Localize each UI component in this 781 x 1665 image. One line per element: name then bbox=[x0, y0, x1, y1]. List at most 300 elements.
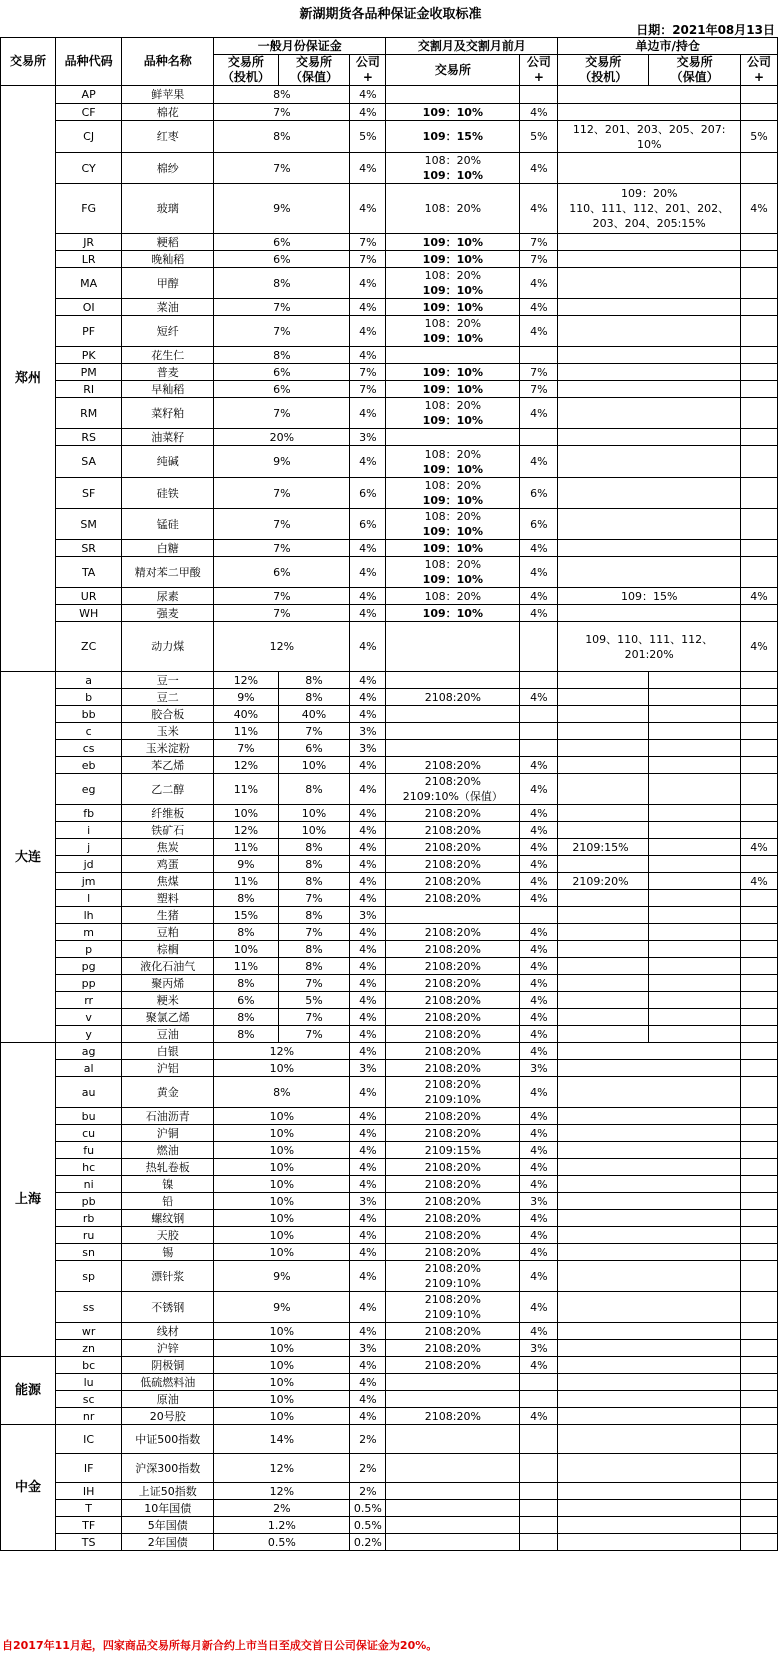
delivery-exchange-cell bbox=[386, 1357, 520, 1374]
exchange-margin-cell: 6% bbox=[214, 251, 350, 268]
table-row bbox=[1, 184, 778, 234]
code-cell: wr bbox=[55, 1323, 122, 1340]
exchange-margin-cell: 8% bbox=[214, 268, 350, 299]
unilateral-hedge-cell bbox=[649, 723, 741, 740]
delivery-margin-line: 2108:20% bbox=[424, 959, 481, 973]
unilateral-company-cell bbox=[740, 1108, 777, 1125]
name-cell: 棉纱 bbox=[122, 153, 214, 184]
exchange-margin-cell: 12% bbox=[214, 622, 350, 672]
table-row bbox=[1, 104, 778, 121]
code-cell: au bbox=[55, 1077, 122, 1108]
unilateral-company-cell bbox=[740, 740, 777, 757]
unilateral-hedge-cell bbox=[649, 958, 741, 975]
code-cell: IC bbox=[55, 1425, 122, 1454]
exchange-cell: 大连 bbox=[1, 672, 56, 1043]
table-row bbox=[1, 557, 778, 588]
delivery-exchange-cell bbox=[386, 1009, 520, 1026]
unilateral-company-cell bbox=[740, 509, 777, 540]
table-row bbox=[1, 1108, 778, 1125]
exchange-margin-cell: 10% bbox=[214, 1193, 350, 1210]
table-row bbox=[1, 1244, 778, 1261]
delivery-company-cell: 4% bbox=[520, 1077, 558, 1108]
company-margin-cell: 6% bbox=[350, 509, 386, 540]
unilateral-hedge-cell bbox=[649, 924, 741, 941]
name-cell: 鲜苹果 bbox=[122, 86, 214, 104]
header-code: 品种代码 bbox=[55, 38, 122, 86]
delivery-exchange-cell bbox=[386, 184, 520, 234]
delivery-exchange-cell bbox=[386, 958, 520, 975]
company-margin-cell: 4% bbox=[350, 856, 386, 873]
unilateral-exchange-cell bbox=[558, 299, 741, 316]
unilateral-hedge-cell bbox=[649, 839, 741, 856]
delivery-exchange-cell bbox=[386, 1374, 520, 1391]
name-cell: 甲醇 bbox=[122, 268, 214, 299]
exchange-margin-cell: 7% bbox=[214, 588, 350, 605]
unilateral-company-cell bbox=[740, 1408, 777, 1425]
table-row bbox=[1, 364, 778, 381]
unilateral-company-cell bbox=[740, 1340, 777, 1357]
table-row bbox=[1, 706, 778, 723]
unilateral-company-cell bbox=[740, 689, 777, 706]
unilateral-exchange-cell bbox=[558, 184, 741, 234]
unilateral-company-cell bbox=[740, 605, 777, 622]
delivery-margin-line: 2108:20% bbox=[424, 1160, 481, 1174]
unilateral-exchange-cell bbox=[558, 1210, 741, 1227]
delivery-exchange-cell bbox=[386, 398, 520, 429]
company-margin-cell: 4% bbox=[350, 672, 386, 689]
company-margin-cell: 4% bbox=[350, 1323, 386, 1340]
table-row bbox=[1, 924, 778, 941]
exchange-margin-cell: 7% bbox=[214, 605, 350, 622]
table-row bbox=[1, 873, 778, 890]
name-cell: 线材 bbox=[122, 1323, 214, 1340]
table-row bbox=[1, 398, 778, 429]
delivery-company-cell bbox=[520, 907, 558, 924]
delivery-margin-line: 109：10% bbox=[422, 462, 483, 476]
code-cell: a bbox=[55, 672, 122, 689]
delivery-exchange-cell bbox=[386, 1391, 520, 1408]
table-row bbox=[1, 1340, 778, 1357]
company-margin-cell: 6% bbox=[350, 478, 386, 509]
name-cell: 粳稻 bbox=[122, 234, 214, 251]
delivery-margin-line: 2108:20% bbox=[424, 823, 481, 837]
delivery-margin-line: 2108:20% bbox=[424, 993, 481, 1007]
unilateral-exchange-cell bbox=[558, 1292, 741, 1323]
table-row bbox=[1, 429, 778, 446]
company-margin-cell: 4% bbox=[350, 299, 386, 316]
name-cell: 普麦 bbox=[122, 364, 214, 381]
exchange-margin-cell: 10% bbox=[214, 1210, 350, 1227]
table-row bbox=[1, 1261, 778, 1292]
company-margin-cell: 4% bbox=[350, 958, 386, 975]
unilateral-company-cell bbox=[740, 398, 777, 429]
code-cell: zn bbox=[55, 1340, 122, 1357]
delivery-exchange-cell bbox=[386, 805, 520, 822]
code-cell: bu bbox=[55, 1108, 122, 1125]
delivery-exchange-cell bbox=[386, 1500, 520, 1517]
delivery-margin-line: 2108:20% bbox=[424, 1126, 481, 1140]
company-margin-cell: 4% bbox=[350, 540, 386, 557]
exchange-margin-cell: 7% bbox=[214, 398, 350, 429]
unilateral-exchange-cell bbox=[558, 605, 741, 622]
exchange-margin-cell: 6% bbox=[214, 364, 350, 381]
delivery-margin-line: 109：10% bbox=[422, 284, 483, 297]
unilateral-margin-line: 109：20% bbox=[620, 187, 678, 200]
delivery-exchange-cell bbox=[386, 907, 520, 924]
unilateral-exchange-cell bbox=[558, 1357, 741, 1374]
company-margin-cell: 0.5% bbox=[350, 1517, 386, 1534]
header-row-1 bbox=[1, 38, 778, 55]
company-margin-cell: 4% bbox=[350, 890, 386, 907]
name-cell: 生猪 bbox=[122, 907, 214, 924]
company-margin-cell: 4% bbox=[350, 1108, 386, 1125]
table-row bbox=[1, 347, 778, 364]
code-cell: jm bbox=[55, 873, 122, 890]
delivery-exchange-cell bbox=[386, 757, 520, 774]
delivery-margin-line: 109：10% bbox=[422, 252, 483, 266]
exchange-margin-cell: 7% bbox=[214, 316, 350, 347]
unilateral-margin-line: 201:20% bbox=[624, 647, 674, 661]
delivery-company-cell: 4% bbox=[520, 1261, 558, 1292]
delivery-exchange-cell bbox=[386, 557, 520, 588]
unilateral-company-cell bbox=[740, 251, 777, 268]
unilateral-exchange-cell bbox=[558, 1125, 741, 1142]
name-cell: 中证500指数 bbox=[122, 1425, 214, 1454]
delivery-exchange-cell bbox=[386, 622, 520, 672]
unilateral-company-cell bbox=[740, 856, 777, 873]
delivery-company-cell: 4% bbox=[520, 1043, 558, 1060]
code-cell: UR bbox=[55, 588, 122, 605]
name-cell: 花生仁 bbox=[122, 347, 214, 364]
delivery-company-cell: 4% bbox=[520, 605, 558, 622]
name-cell: 早籼稻 bbox=[122, 381, 214, 398]
unilateral-company-cell bbox=[740, 540, 777, 557]
code-cell: lu bbox=[55, 1374, 122, 1391]
table-row bbox=[1, 757, 778, 774]
unilateral-company-cell bbox=[740, 1125, 777, 1142]
name-cell: 聚丙烯 bbox=[122, 975, 214, 992]
delivery-exchange-cell bbox=[386, 104, 520, 121]
table-row bbox=[1, 774, 778, 805]
delivery-margin-line: 109：15% bbox=[422, 130, 483, 143]
unilateral-spec-cell bbox=[558, 706, 649, 723]
delivery-exchange-cell bbox=[386, 364, 520, 381]
unilateral-exchange-cell bbox=[558, 1454, 741, 1483]
name-cell: 锡 bbox=[122, 1244, 214, 1261]
code-cell: rr bbox=[55, 992, 122, 1009]
unilateral-exchange-cell bbox=[558, 1193, 741, 1210]
table-row bbox=[1, 975, 778, 992]
delivery-company-cell bbox=[520, 1425, 558, 1454]
table-row bbox=[1, 1210, 778, 1227]
delivery-company-cell: 4% bbox=[520, 446, 558, 478]
name-cell: 胶合板 bbox=[122, 706, 214, 723]
unilateral-exchange-cell bbox=[558, 1517, 741, 1534]
table-row bbox=[1, 1454, 778, 1483]
hedge-margin-cell: 7% bbox=[278, 890, 350, 907]
delivery-exchange-cell bbox=[386, 992, 520, 1009]
code-cell: PF bbox=[55, 316, 122, 347]
header-name: 品种名称 bbox=[122, 38, 214, 86]
delivery-exchange-cell bbox=[386, 924, 520, 941]
code-cell: ss bbox=[55, 1292, 122, 1323]
company-margin-cell: 7% bbox=[350, 251, 386, 268]
header-uni-ex-spec: 交易所 （投机） bbox=[558, 55, 649, 86]
company-margin-cell: 4% bbox=[350, 992, 386, 1009]
page-title: 新湖期货各品种保证金收取标准 bbox=[299, 7, 482, 22]
name-cell: 5年国债 bbox=[122, 1517, 214, 1534]
unilateral-company-cell bbox=[740, 1176, 777, 1193]
unilateral-company-cell bbox=[740, 757, 777, 774]
unilateral-company-cell bbox=[740, 723, 777, 740]
name-cell: 短纤 bbox=[122, 316, 214, 347]
unilateral-hedge-cell bbox=[649, 822, 741, 839]
delivery-company-cell: 4% bbox=[520, 1142, 558, 1159]
unilateral-exchange-cell bbox=[558, 316, 741, 347]
code-cell: MA bbox=[55, 268, 122, 299]
unilateral-exchange-cell bbox=[558, 478, 741, 509]
code-cell: TF bbox=[55, 1517, 122, 1534]
delivery-margin-line: 108：20% bbox=[424, 317, 482, 330]
company-margin-cell: 3% bbox=[350, 740, 386, 757]
company-margin-cell: 7% bbox=[350, 364, 386, 381]
delivery-exchange-cell bbox=[386, 740, 520, 757]
exchange-margin-cell: 0.5% bbox=[214, 1534, 350, 1551]
name-cell: 2年国债 bbox=[122, 1534, 214, 1551]
unilateral-hedge-cell bbox=[649, 757, 741, 774]
exchange-margin-cell: 9% bbox=[214, 1292, 350, 1323]
table-row bbox=[1, 478, 778, 509]
name-cell: 棉花 bbox=[122, 104, 214, 121]
company-margin-cell: 4% bbox=[350, 1142, 386, 1159]
hedge-margin-cell: 8% bbox=[278, 958, 350, 975]
exchange-margin-cell: 12% bbox=[214, 1483, 350, 1500]
code-cell: hc bbox=[55, 1159, 122, 1176]
hedge-margin-cell: 10% bbox=[278, 757, 350, 774]
code-cell: sc bbox=[55, 1391, 122, 1408]
name-cell: 豆一 bbox=[122, 672, 214, 689]
hedge-margin-cell: 8% bbox=[278, 941, 350, 958]
delivery-exchange-cell bbox=[386, 86, 520, 104]
code-cell: ZC bbox=[55, 622, 122, 672]
delivery-company-cell: 6% bbox=[520, 509, 558, 540]
delivery-exchange-cell bbox=[386, 1077, 520, 1108]
name-cell: 乙二醇 bbox=[122, 774, 214, 805]
delivery-exchange-cell bbox=[386, 774, 520, 805]
spec-margin-cell: 11% bbox=[214, 873, 278, 890]
exchange-margin-cell: 9% bbox=[214, 1261, 350, 1292]
exchange-cell: 上海 bbox=[1, 1043, 56, 1357]
unilateral-hedge-cell bbox=[649, 706, 741, 723]
company-margin-cell: 2% bbox=[350, 1454, 386, 1483]
exchange-margin-cell: 6% bbox=[214, 234, 350, 251]
company-margin-cell: 4% bbox=[350, 1357, 386, 1374]
unilateral-company-cell bbox=[740, 316, 777, 347]
delivery-exchange-cell bbox=[386, 268, 520, 299]
unilateral-spec-cell bbox=[558, 992, 649, 1009]
table-body bbox=[1, 86, 778, 1551]
hedge-margin-cell: 7% bbox=[278, 1009, 350, 1026]
delivery-exchange-cell bbox=[386, 316, 520, 347]
table-row bbox=[1, 1125, 778, 1142]
unilateral-spec-cell bbox=[558, 856, 649, 873]
table-row bbox=[1, 509, 778, 540]
unilateral-company-cell bbox=[740, 1043, 777, 1060]
hedge-margin-cell: 8% bbox=[278, 689, 350, 706]
delivery-company-cell: 4% bbox=[520, 689, 558, 706]
delivery-company-cell: 4% bbox=[520, 805, 558, 822]
unilateral-exchange-cell bbox=[558, 347, 741, 364]
delivery-exchange-cell bbox=[386, 890, 520, 907]
name-cell: 10年国债 bbox=[122, 1500, 214, 1517]
exchange-margin-cell: 10% bbox=[214, 1357, 350, 1374]
delivery-margin-line: 108：20% bbox=[424, 202, 482, 215]
delivery-company-cell: 4% bbox=[520, 1227, 558, 1244]
company-margin-cell: 4% bbox=[350, 873, 386, 890]
delivery-margin-line: 2109:10% bbox=[424, 1093, 481, 1106]
unilateral-exchange-cell bbox=[558, 1374, 741, 1391]
unilateral-company-cell bbox=[740, 1323, 777, 1340]
hedge-margin-cell: 7% bbox=[278, 1026, 350, 1043]
delivery-company-cell bbox=[520, 740, 558, 757]
delivery-exchange-cell bbox=[386, 429, 520, 446]
delivery-company-cell bbox=[520, 672, 558, 689]
unilateral-exchange-cell bbox=[558, 364, 741, 381]
code-cell: IF bbox=[55, 1454, 122, 1483]
exchange-cell: 郑州 bbox=[1, 86, 56, 672]
company-margin-cell: 4% bbox=[350, 924, 386, 941]
table-row bbox=[1, 1517, 778, 1534]
delivery-margin-line: 109：10% bbox=[422, 525, 483, 538]
table-row bbox=[1, 1077, 778, 1108]
spec-margin-cell: 8% bbox=[214, 924, 278, 941]
spec-margin-cell: 8% bbox=[214, 975, 278, 992]
unilateral-exchange-cell bbox=[558, 398, 741, 429]
spec-margin-cell: 11% bbox=[214, 774, 278, 805]
name-cell: 白糖 bbox=[122, 540, 214, 557]
unilateral-spec-cell bbox=[558, 805, 649, 822]
delivery-margin-line: 109：10% bbox=[422, 300, 483, 314]
name-cell: 沪锌 bbox=[122, 1340, 214, 1357]
unilateral-exchange-cell bbox=[558, 1534, 741, 1551]
unilateral-exchange-cell bbox=[558, 104, 741, 121]
table-row bbox=[1, 540, 778, 557]
code-cell: SF bbox=[55, 478, 122, 509]
delivery-margin-line: 2109:10%（保值） bbox=[402, 790, 503, 803]
delivery-margin-line: 108：20% bbox=[424, 154, 482, 167]
code-cell: c bbox=[55, 723, 122, 740]
delivery-company-cell bbox=[520, 1483, 558, 1500]
delivery-company-cell: 4% bbox=[520, 992, 558, 1009]
name-cell: 沪铜 bbox=[122, 1125, 214, 1142]
header-delivery-month: 交割月及交割月前月 bbox=[386, 38, 558, 55]
spec-margin-cell: 9% bbox=[214, 689, 278, 706]
unilateral-spec-cell bbox=[558, 873, 649, 890]
exchange-margin-cell: 10% bbox=[214, 1060, 350, 1077]
table-row bbox=[1, 740, 778, 757]
code-cell: eb bbox=[55, 757, 122, 774]
delivery-margin-line: 109：10% bbox=[422, 541, 483, 555]
unilateral-spec-cell bbox=[558, 958, 649, 975]
unilateral-company-cell bbox=[740, 1077, 777, 1108]
table-row bbox=[1, 1483, 778, 1500]
company-margin-cell: 4% bbox=[350, 1210, 386, 1227]
delivery-exchange-cell bbox=[386, 1193, 520, 1210]
company-margin-cell: 4% bbox=[350, 86, 386, 104]
delivery-exchange-cell bbox=[386, 706, 520, 723]
unilateral-exchange-cell bbox=[558, 1408, 741, 1425]
name-cell: 菜油 bbox=[122, 299, 214, 316]
unilateral-company-cell bbox=[740, 347, 777, 364]
company-margin-cell: 4% bbox=[350, 316, 386, 347]
delivery-exchange-cell bbox=[386, 1340, 520, 1357]
delivery-margin-line: 2108:20% bbox=[424, 942, 481, 956]
code-cell: lh bbox=[55, 907, 122, 924]
unilateral-company-cell bbox=[740, 1454, 777, 1483]
delivery-margin-line: 2108:20% bbox=[424, 1262, 481, 1275]
delivery-exchange-cell bbox=[386, 605, 520, 622]
code-cell: b bbox=[55, 689, 122, 706]
delivery-margin-line: 2108:20% bbox=[424, 1010, 481, 1024]
table-row bbox=[1, 1142, 778, 1159]
delivery-margin-line: 108：20% bbox=[424, 558, 482, 571]
company-margin-cell: 4% bbox=[350, 1227, 386, 1244]
exchange-margin-cell: 10% bbox=[214, 1125, 350, 1142]
code-cell: CF bbox=[55, 104, 122, 121]
code-cell: eg bbox=[55, 774, 122, 805]
code-cell: bb bbox=[55, 706, 122, 723]
delivery-company-cell: 4% bbox=[520, 1244, 558, 1261]
hedge-margin-cell: 8% bbox=[278, 907, 350, 924]
spec-margin-cell: 10% bbox=[214, 805, 278, 822]
header-uni-company: 公司 + bbox=[740, 55, 777, 86]
unilateral-company-cell bbox=[740, 1159, 777, 1176]
delivery-exchange-cell bbox=[386, 299, 520, 316]
table-row bbox=[1, 856, 778, 873]
delivery-company-cell bbox=[520, 1374, 558, 1391]
delivery-company-cell: 4% bbox=[520, 1357, 558, 1374]
company-margin-cell: 4% bbox=[350, 941, 386, 958]
name-cell: 硅铁 bbox=[122, 478, 214, 509]
unilateral-company-cell bbox=[740, 1210, 777, 1227]
delivery-margin-line: 2108:20% bbox=[424, 806, 481, 820]
delivery-exchange-cell bbox=[386, 1142, 520, 1159]
delivery-company-cell: 4% bbox=[520, 1026, 558, 1043]
company-margin-cell: 5% bbox=[350, 121, 386, 153]
hedge-margin-cell: 10% bbox=[278, 805, 350, 822]
spec-margin-cell: 12% bbox=[214, 672, 278, 689]
spec-margin-cell: 10% bbox=[214, 941, 278, 958]
delivery-company-cell: 4% bbox=[520, 1210, 558, 1227]
delivery-margin-line: 109：10% bbox=[422, 606, 483, 620]
company-margin-cell: 4% bbox=[350, 1261, 386, 1292]
delivery-exchange-cell bbox=[386, 1060, 520, 1077]
spec-margin-cell: 11% bbox=[214, 958, 278, 975]
header-uni-ex-hedge: 交易所 （保值） bbox=[649, 55, 741, 86]
company-margin-cell: 4% bbox=[350, 1391, 386, 1408]
exchange-margin-cell: 10% bbox=[214, 1108, 350, 1125]
unilateral-spec-cell bbox=[558, 1009, 649, 1026]
delivery-margin-line: 2108:20% bbox=[424, 1341, 481, 1355]
spec-margin-cell: 15% bbox=[214, 907, 278, 924]
name-cell: 纯碱 bbox=[122, 446, 214, 478]
delivery-margin-line: 2108:20% bbox=[424, 1211, 481, 1225]
company-margin-cell: 4% bbox=[350, 822, 386, 839]
unilateral-company-cell: 4% bbox=[740, 873, 777, 890]
table-row bbox=[1, 1425, 778, 1454]
company-margin-cell: 4% bbox=[350, 1159, 386, 1176]
unilateral-exchange-cell bbox=[558, 446, 741, 478]
